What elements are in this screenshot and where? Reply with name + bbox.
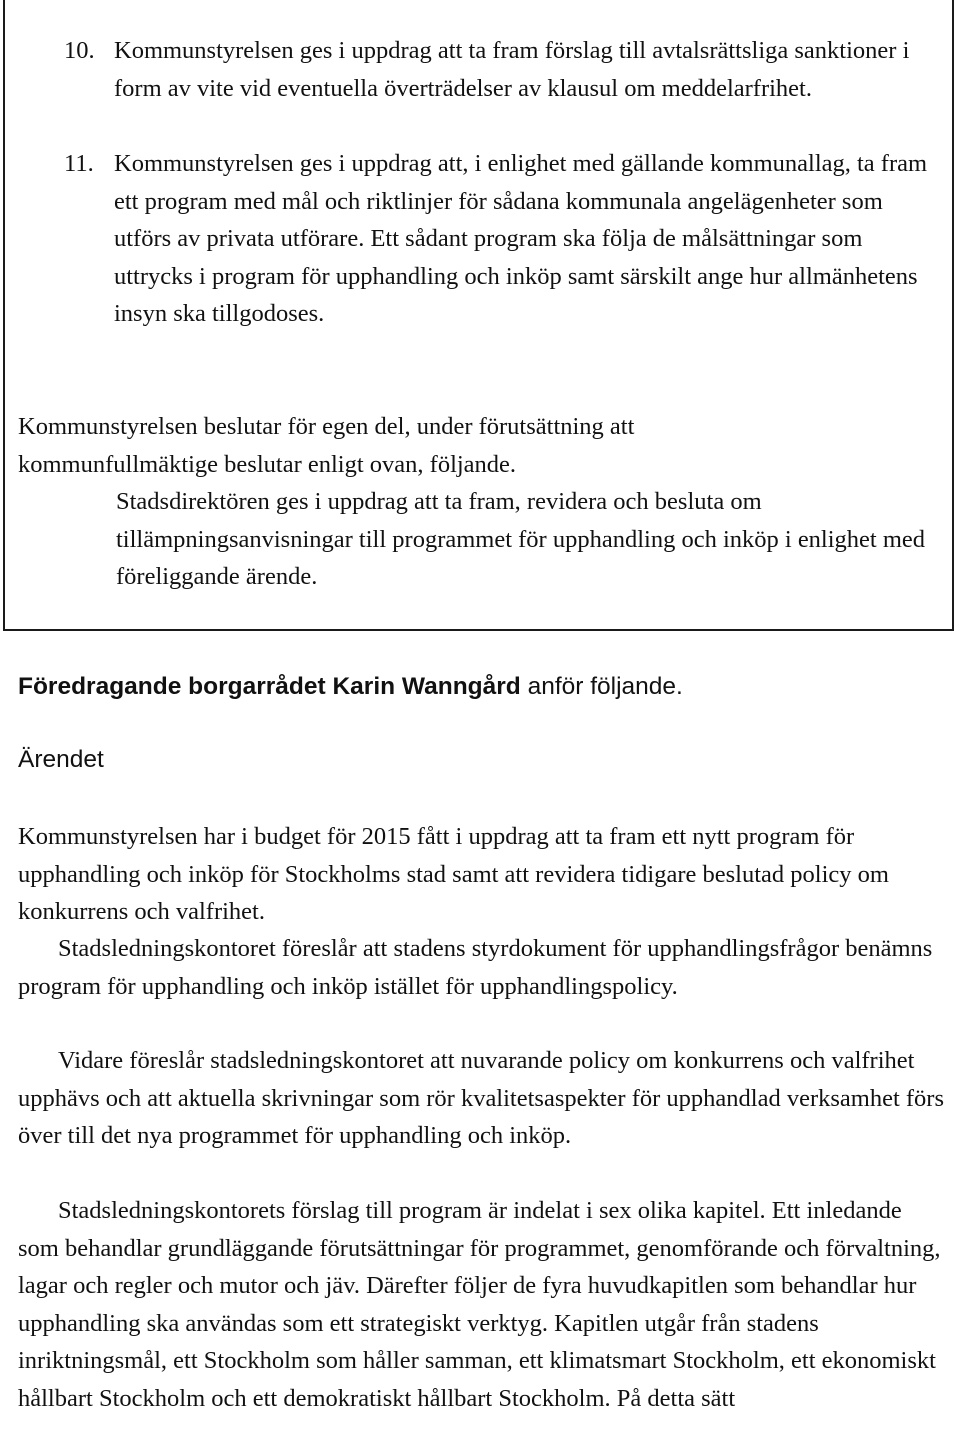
list-item-11 — [64, 145, 944, 333]
body-paragraph-4: Stadsledningskontorets förslag till program är indelat i sex olika kapitel. Ett inledande som behandlar grundläggande förutsättningar för programmet, genomförande och förvaltning, lagar och regler och mutor och jäv. Därefter följer de fyra huvudkapitlen som behandlar hur upphandling ska användas som ett strategiskt verktyg. Kapitlen utgår från stadens inriktningsmål, ett Stockholm som håller samman, ett klimatsmart Stockholm, ett ekonomiskt hållbart Stockholm och ett demokratiskt hållbart Stockholm. På detta sätt — [18, 1197, 941, 1412]
body-paragraph-1: Kommunstyrelsen har i budget för 2015 fått i uppdrag att ta fram ett nytt program för upphandling och inköp för Stockholms stad samt att revidera tidigare beslutad policy om konkurrens och valfrihet. — [18, 823, 889, 925]
list-item-10 — [64, 32, 944, 107]
list-number: 11. — [64, 150, 94, 177]
list-number: 10. — [64, 37, 95, 64]
body-paragraph-3: Vidare föreslår stadsledningskontoret att nuvarande policy om konkurrens och valfrihet upphävs och att aktuella skrivningar som rör kvalitetsaspekter för upphandlad verksamhet förs över till det nya programmet för upphandling och inköp. — [18, 1047, 944, 1149]
list-text: Kommunstyrelsen ges i uppdrag att ta fram förslag till avtalsrättsliga sanktioner i form av vite vid eventuella överträdelser av klausul om meddelarfrihet. — [114, 37, 910, 102]
own-decision-text: Stadsdirektören ges i uppdrag att ta fram, revidera och besluta om tillämpningsanvisningar till programmet för upphandling och inköp i enlighet med föreliggande ärende. — [116, 488, 926, 590]
section-heading: Ärendet — [18, 746, 104, 773]
presenter-name: Föredragande borgarrådet Karin Wanngård — [18, 673, 521, 700]
list-text: Kommunstyrelsen ges i uppdrag att, i enlighet med gällande kommunallag, ta fram ett program med mål och riktlinjer för sådana kommunala angelägenheter som utförs av privata utförare. Ett sådant program ska följa de målsättningar som uttrycks i program för upphandling och inköp samt särskilt ange hur allmänhetens insyn ska tillgodoses. — [114, 150, 928, 327]
presenter-rest: anför följande. — [520, 673, 683, 700]
presenter-heading — [18, 668, 683, 706]
own-decision-intro: Kommunstyrelsen beslutar för egen del, under förutsättning att kommunfullmäktige beslutar enligt ovan, följande. — [18, 413, 635, 478]
body-paragraph-2: Stadsledningskontoret föreslår att stadens styrdokument för upphandlingsfrågor benämns program för upphandling och inköp istället för upphandlingspolicy. — [18, 935, 933, 1000]
